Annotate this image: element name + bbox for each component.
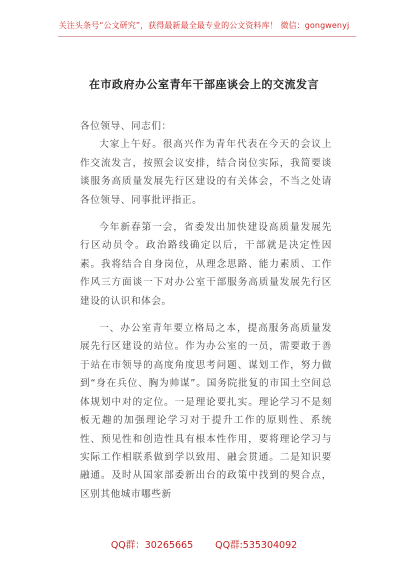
- footer-qq-group-1: QQ群：30265665: [110, 540, 194, 551]
- salutation: 各位领导、同志们：: [80, 121, 172, 132]
- paragraph-1: 大家上午好。很高兴作为青年代表在今天的会议上作交流发言，按照会议安排，结合岗位实际，我简要谈谈服务高质量发展先行区建设的有关体会，不当之处请各位领导、同事批评指正。: [80, 139, 332, 206]
- header-banner: 关注头条号“公文研究”，获得最新最全最专业的公文资料库！ 微信：gongwenyj: [58, 21, 350, 30]
- paragraph-2: 今年新春第一会，省委发出加快建设高质量发展先行区动员令。政治路线确定以后，干部就是决定性因素。我将结合自身岗位，从理念思路、能力素质、工作作风三方面谈一下对办公室干部服务高质量发展先行区建设的认识和体会。: [80, 222, 332, 307]
- footer-contact: [0, 537, 408, 551]
- document-title: 在市政府办公室青年干部座谈会上的交流发言: [89, 78, 319, 91]
- document-body: [80, 118, 332, 504]
- paragraph-3: 一、办公室青年要立格局之本，提高服务高质量发展先行区建设的站位。作为办公室的一员，需要敢于善于站在市领导的高度角度思考问题、谋划工作，努力做到“身在兵位、胸为帅谋”。国务院批复的市国土空间总体规划中对的定位。一是理论要扎实。理论学习不是刻板无趣的加强理论学习对于提升工作的原则性、系统性、预见性和创造性具有根本性作用，要将理论学习与实际工作相联系做到学以致用、融会贯通。二是知识要融通。及时从国家部委新出台的政策中找到的契合点，区别其他城市哪些新: [80, 323, 332, 500]
- footer-qq-group-2: QQ群:535304092: [215, 540, 298, 551]
- header-divider: [58, 36, 356, 37]
